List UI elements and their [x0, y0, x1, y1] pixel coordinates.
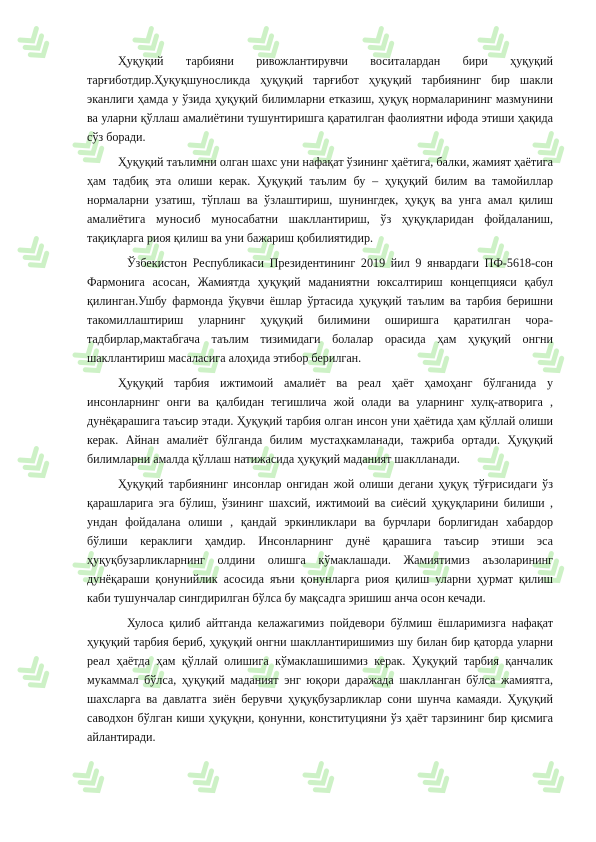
watermark-mark [75, 764, 106, 797]
paragraph-1: Ҳуқуқий тарбияни ривожлантирувчи воситалардан бири ҳуқуқий тарғиботдир.Ҳуқуқшуносликда ҳуқуқий тарғибот ҳуқуқий тарбиянинг бир шакли эканлиги ҳамда у ўзида ҳуқуқий билимларни етказиш, ҳуқуқ нормаларининг мазмунини ва уларни қўллаш амалиётини тушунтиришга қаратилган фаолиятни ифода этиши ҳақида сўз боради. [87, 54, 553, 144]
paragraph-3: Ўзбекистон Республикаси Президентининг 2019 йил 9 январдаги ПФ-5618-сон Фармонига асосан, Жамиятда ҳуқуқий маданиятни юксалтириш концепцияси қабул қилинган.Ушбу фармонда ўқувчи ёшлар ўртасида ҳуқуқий таълим ва тарбия беришни такомиллаштириш уларнинг ҳуқуқий билимини оширишга қаратилган чора-тадбирлар,мактабгача таълим тизимидаги болалар орасида ҳам ҳуқуқий онгни шакллантириш масаласига алоҳида этибор берилган. [87, 256, 553, 365]
paragraph-5: Ҳуқуқий тарбиянинг инсонлар онгидан жой олиши дегани ҳуқуқ тўғрисидаги ўз қарашларига эга бўлиш, ўзининг шахсий, ижтимоий ва сиёсий ҳуқуқларини билиши , ундан фойдалана олиши , қандай эркинликлари ва бурчлари борлигидан хабардор бўлиши кераклиги ҳамдир. Инсонларнинг дунё қарашига таъсир этиши эса ҳуқуқбузарликларнинг олдини олишга кўмаклашади. Жамиятимиз аъзоларининг дунёқараши қонунийлик асосида яъни қонунларга риоя қилиш уларни ҳурмат қилиш каби тушунчалар сингдирилган бўлса бу мақсадга эришиш анча осон кечади. [87, 477, 553, 605]
watermark-mark [420, 764, 451, 797]
watermark-mark [535, 764, 566, 797]
watermark-mark [20, 29, 51, 62]
document-body [87, 52, 553, 753]
paragraph-6: Хулоса қилиб айтганда келажагимиз пойдевори бўлмиш ёшларимизга нафақат ҳуқуқий тарбия бериб, ҳуқуқий онгни шакллантиришимиз шу билан бир қаторда уларни реал ҳаётда ҳам қўллай олишига кўмаклашишимиз керак. Ҳуқуқий тарбия қанчалик мукаммал бўлса, ҳуқуқий маданият энг юқори даражада шаклланган бўлса жамиятга, шахсларга ва давлатга зиён берувчи ҳуқуқбузарликлар сони шунча камаяди. Ҳуқуқий саводхон бўлган киши ҳуқуқни, қонунни, конституцияни ўз ҳаёт тарзининг бир қисмига айлантиради. [87, 616, 553, 744]
watermark-mark [190, 764, 221, 797]
watermark-mark [20, 239, 51, 272]
watermark-mark [20, 449, 51, 482]
paragraph-2: Ҳуқуқий таълимни олган шахс уни нафақат ўзининг ҳаётига, балки, жамият ҳаётига ҳам тадбиқ эта олиши керак. Ҳуқуқий таълим бу – ҳуқуқий билим ва тамойиллар нормаларни узатиш, тўплаш ва ўзлаштириш, шунингдек, ҳуқуқ ва унга амал қилиш амалиётига муносиб муносабатни шакллантириш, ўз ҳуқуқларидан фойдаланиш, тақиқларга риоя қилиш ва уни бажариш қобилиятидир. [87, 155, 553, 245]
watermark-mark [20, 659, 51, 692]
paragraph-4: Ҳуқуқий тарбия ижтимоий амалиёт ва реал ҳаёт ҳамоҳанг бўлганида у инсонларнинг онги ва қалбидан тегишлича жой олади ва уларнинг хулқ-атворига , дунёқарашига таъсир этади. Ҳуқуқий тарбия олган инсон уни ҳаётида ҳам қўллай олиши керак. Айнан амалиёт бўлганда билим мустаҳкамланади, тажриба ортади. Ҳуқуқий билимларни амалда қўллаш натижасида ҳуқуқий маданият шаклланади. [87, 376, 553, 466]
watermark-mark [305, 764, 336, 797]
